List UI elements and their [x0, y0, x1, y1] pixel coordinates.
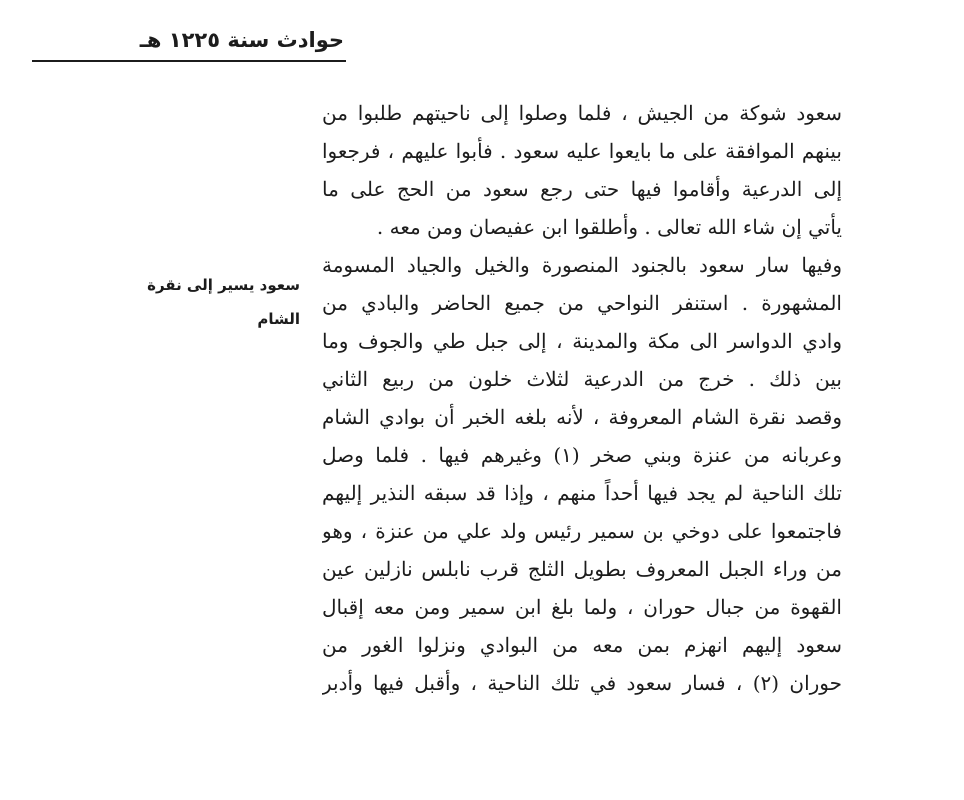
margin-note: [147, 268, 300, 336]
margin-note-line: الشام: [257, 310, 300, 328]
text-line: إلى الدرعية وأقاموا فيها حتى رجع سعود من الحج على ما: [322, 177, 842, 201]
text-line: من وراء الجبل المعروف بطويل الثلج قرب نابلس نازلين عين: [322, 557, 842, 581]
text-line: وقصد نقرة الشام المعروفة ، لأنه بلغه الخبر أن بوادي الشام: [322, 405, 842, 429]
text-line: وعربانه من عنزة وبني صخر (١) وغيرهم فيها . فلما وصل: [322, 443, 842, 467]
text-line: تلك الناحية لم يجد فيها أحداً منهم ، وإذا قد سبقه النذير إليهم: [322, 481, 842, 505]
text-line: بين ذلك . خرج من الدرعية لثلاث خلون من ربيع الثاني: [322, 367, 842, 391]
text-line: يأتي إن شاء الله تعالى . وأطلقوا ابن عفيصان ومن معه .: [376, 215, 842, 239]
text-line: القهوة من جبال حوران ، ولما بلغ ابن سمير ومن معه إقبال: [322, 595, 842, 619]
body-text: [322, 94, 842, 702]
running-header: [32, 14, 346, 62]
text-line: المشهورة . استنفر النواحي من جميع الحاضر والبادي من: [322, 291, 842, 315]
text-line: بينهم الموافقة على ما بايعوا عليه سعود . فأبوا عليهم ، فرجعوا: [322, 139, 842, 163]
text-line: وادي الدواسر الى مكة والمدينة ، إلى جبل طي والجوف وما: [322, 329, 842, 353]
text-line: سعود شوكة من الجيش ، فلما وصلوا إلى ناحيتهم طلبوا من: [322, 101, 842, 125]
header-title: حوادث سنة ١٢٢٥ هـ: [139, 28, 344, 52]
text-line: حوران (٢) ، فسار سعود في تلك الناحية ، وأقبل فيها وأدبر: [322, 671, 842, 695]
text-line: فاجتمعوا على دوخي بن سمير رئيس ولد علي من عنزة ، وهو: [322, 519, 842, 543]
text-line: سعود إليهم انهزم بمن معه من البوادي ونزلوا الغور من: [322, 633, 842, 657]
margin-note-line: سعود يسير إلى نقرة: [147, 276, 300, 294]
text-line: وفيها سار سعود بالجنود المنصورة والخيل والجياد المسومة: [322, 253, 842, 277]
